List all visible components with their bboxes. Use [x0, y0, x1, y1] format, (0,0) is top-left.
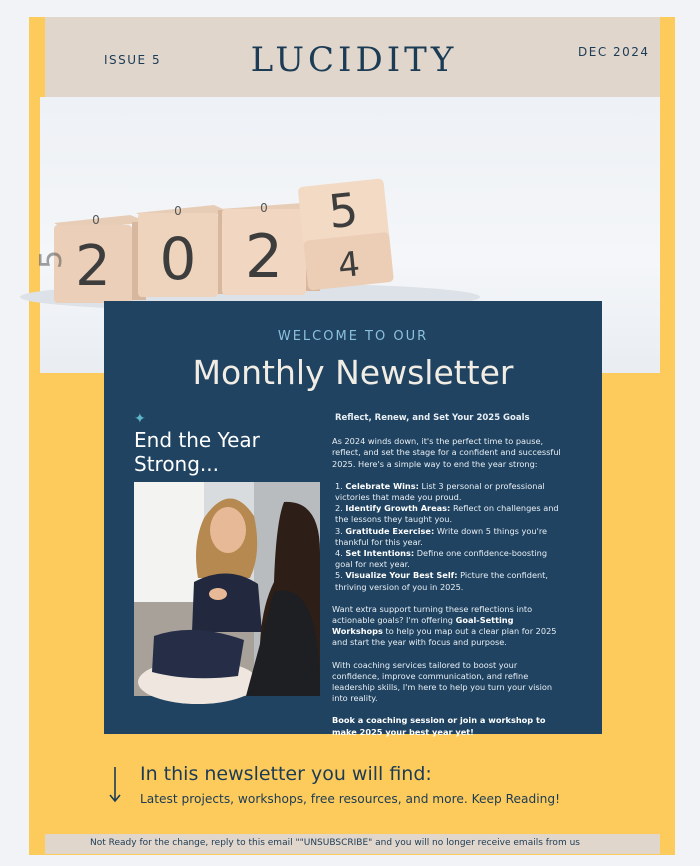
section-heading [134, 428, 304, 476]
svg-text:4: 4 [336, 244, 362, 287]
coaching-photo [134, 482, 320, 696]
svg-text:5: 5 [34, 249, 69, 269]
coaching-paragraph: With coaching services tailored to boost your confidence, improve communication, and refine leadership skills, I'm here to help you turn your vision into reality. [332, 659, 553, 704]
welcome-kicker: WELCOME TO OUR [277, 329, 429, 344]
article-intro: As 2024 winds down, it's the perfect time to pause, reflect, and set the stage for a confident and successful 2025. Here's a simple way to end the year strong: [332, 436, 561, 469]
article-body [332, 413, 564, 749]
issue-label: ISSUE 5 [104, 53, 162, 67]
issue-date: DEC 2024 [578, 45, 650, 59]
section-heading-line-1: End the Year [134, 428, 260, 452]
list-item: 3. Gratitude Exercise: Write down 5 things you're thankful for this year. [335, 525, 548, 547]
section-heading-line-2: Strong... [134, 452, 219, 476]
list-item: 2. Identify Growth Areas: Reflect on challenges and the lessons they taught you. [335, 503, 559, 525]
block-0 [136, 204, 232, 297]
svg-text:2: 2 [75, 234, 111, 299]
contents-heading: In this newsletter you will find: [140, 763, 432, 785]
block-5-tilted [298, 178, 394, 290]
contents-summary: Latest projects, workshops, free resources, and more. Keep Reading! [140, 792, 560, 806]
list-item: 1. Celebrate Wins: List 3 personal or professional victories that made you proud. [335, 480, 545, 503]
list-item: 4. Set Intentions: Define one confidence-boosting goal for next year. [335, 548, 548, 570]
svg-text:5: 5 [325, 182, 361, 239]
newsletter-panel [104, 301, 602, 737]
arrow-down-icon [108, 766, 122, 804]
call-to-action: Book a coaching session or join a workshop to make 2025 your best year yet! [332, 715, 546, 737]
footer-bar [45, 834, 660, 854]
newsletter-title: Monthly Newsletter [192, 353, 514, 392]
svg-text:0: 0 [174, 204, 182, 218]
brand-logo: LUCIDITY [250, 40, 458, 80]
article-title: Reflect, Renew, and Set Your 2025 Goals [335, 413, 530, 423]
svg-text:2: 2 [244, 222, 284, 292]
block-2-a [34, 213, 148, 303]
svg-text:0: 0 [260, 201, 268, 215]
sparkle-icon: ✦ [134, 411, 146, 427]
unsubscribe-note: Not Ready for the change, reply to this email ""UNSUBSCRIBE" and you will no longer receive emails from us [90, 838, 580, 848]
list-item: 5. Visualize Your Best Self: Picture the confident, thriving version of you in 2025. [335, 570, 548, 592]
steps-list [332, 481, 564, 593]
svg-text:0: 0 [159, 225, 197, 293]
workshop-paragraph: Want extra support turning these reflections into actionable goals? I'm offering Goal-Setting Workshops to help you map out a clear plan for 2025 and start the year with focus and purpose. [332, 603, 557, 648]
svg-text:0: 0 [92, 213, 100, 227]
